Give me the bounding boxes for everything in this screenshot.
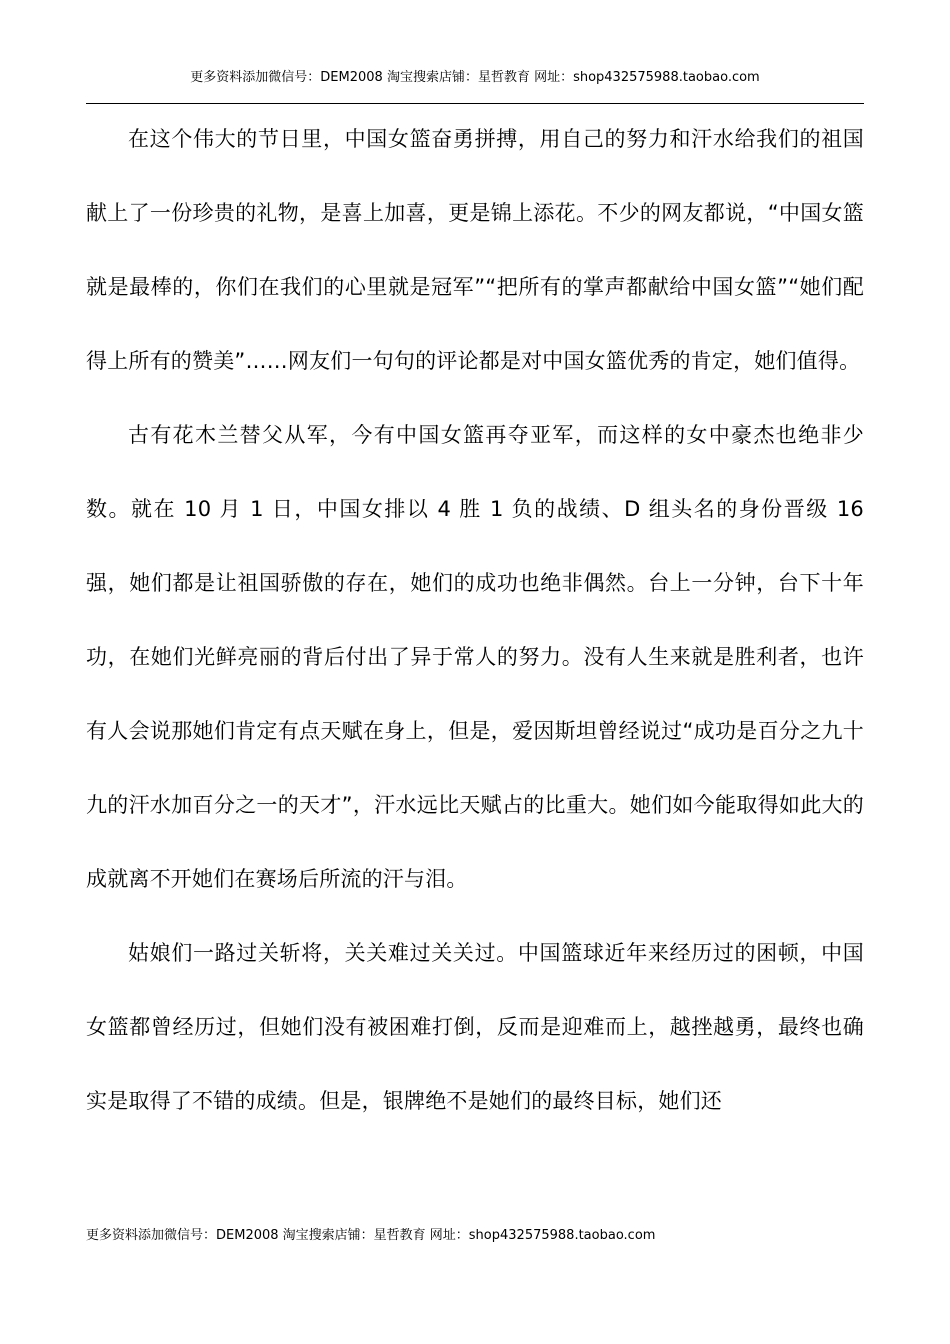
paragraph-2: 古有花木兰替父从军，今有中国女篮再夺亚军，而这样的女中豪杰也绝非少数。就在 10 月 1 日，中国女排以 4 胜 1 负的战绩、D 组头名的身份晋级 16 强，她们都是让祖国骄傲的存在，她们的成功也绝非偶然。台上一分钟，台下十年功，在她们光鲜亮丽的背后付出了异于常人的努力。没有人生来就是胜利者，也许有人会说那她们肯定有点天赋在身上，但是，爱因斯坦曾经说过“成功是百分之九十九的汗水加百分之一的天才”，汗水远比天赋占的比重大。她们如今能取得如此大的成就离不开她们在赛场后所流的汗与泪。	[86, 423, 864, 891]
document-body	[86, 102, 864, 1138]
paragraph-1: 在这个伟大的节日里，中国女篮奋勇拼搏，用自己的努力和汗水给我们的祖国献上了一份珍贵的礼物，是喜上加喜，更是锦上添花。不少的网友都说，“中国女篮就是最棒的，你们在我们的心里就是冠军”“把所有的掌声都献给中国女篮”“她们配得上所有的赞美”……网友们一句句的评论都是对中国女篮优秀的肯定，她们值得。	[86, 127, 864, 373]
page-header: 更多资料添加微信号：DEM2008 淘宝搜索店铺：星哲教育 网址：shop432575988.taobao.com	[190, 70, 760, 85]
page-footer: 更多资料添加微信号：DEM2008 淘宝搜索店铺：星哲教育 网址：shop432575988.taobao.com	[86, 1228, 656, 1243]
paragraph-3: 姑娘们一路过关斩将，关关难过关关过。中国篮球近年来经历过的困顿，中国女篮都曾经历过，但她们没有被困难打倒，反而是迎难而上，越挫越勇，最终也确实是取得了不错的成绩。但是，银牌绝不是她们的最终目标，她们还	[86, 941, 864, 1113]
